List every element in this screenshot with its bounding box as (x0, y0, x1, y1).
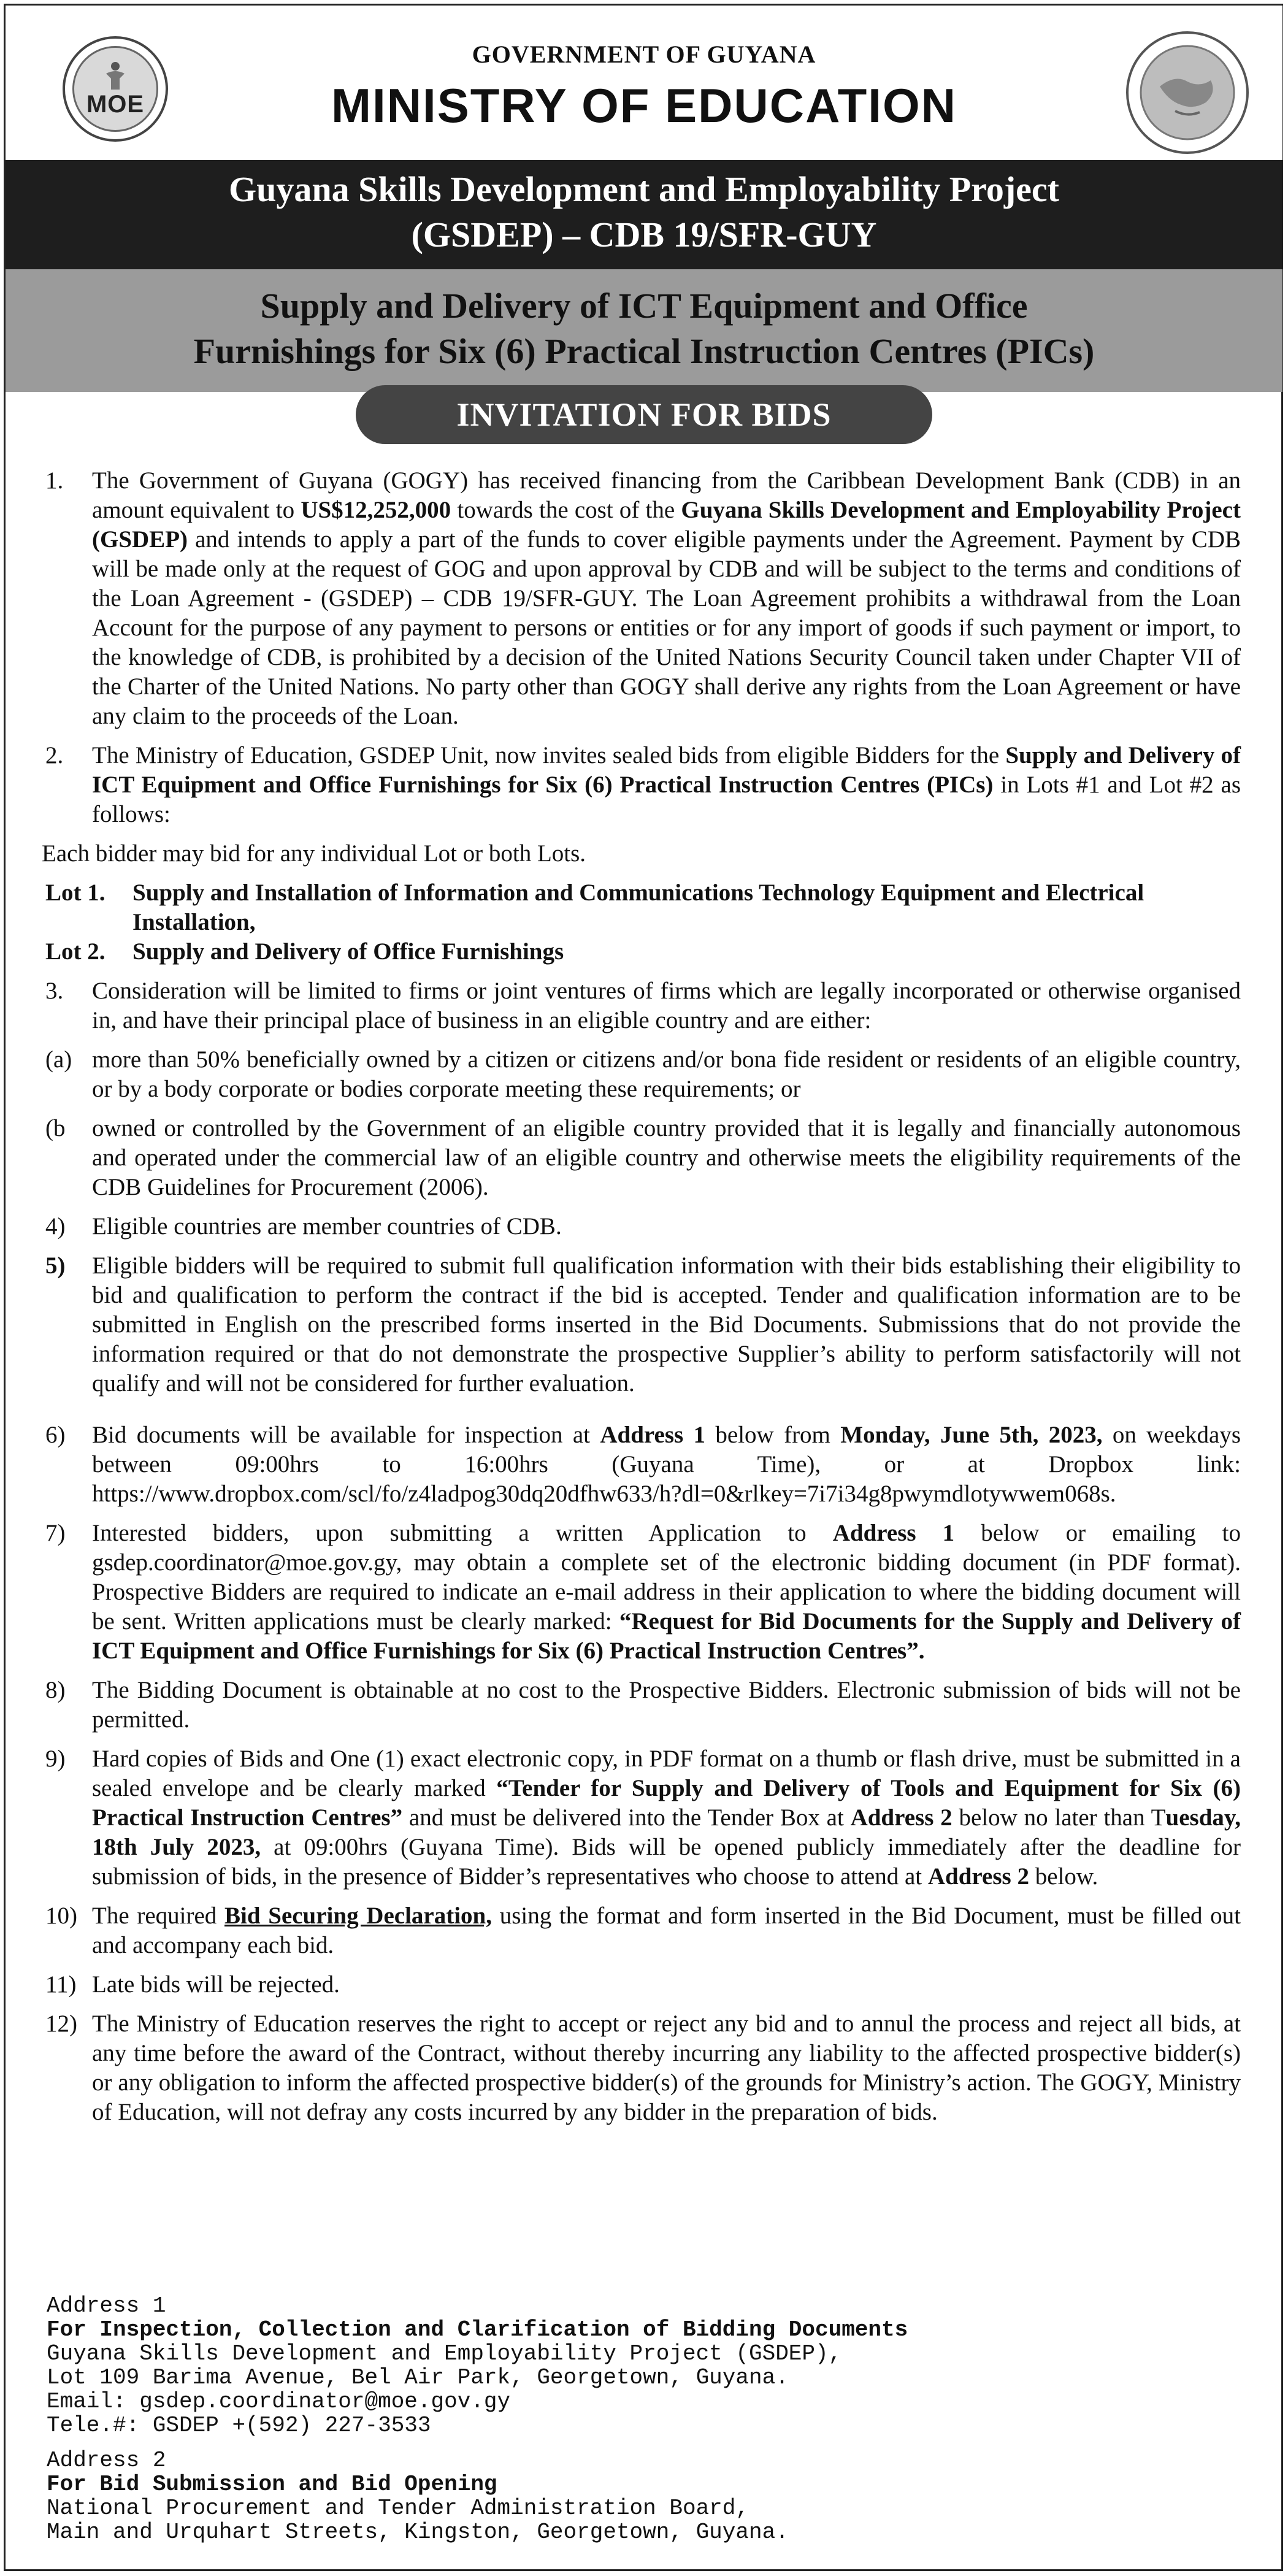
address-line: National Procurement and Tender Administration Board, (47, 2496, 749, 2521)
tender-marking: “Tender for Supply and Delivery of Tools and Equipment for Six (6) Practical Instruction Centres” (92, 1775, 1241, 1831)
cdb-logo (1126, 31, 1249, 154)
text-run: Consideration will be limited to firms or joint ventures of firms which are legally incorporated or otherwise organised in, and have their principal place of business in an eligible country and are either: (92, 978, 1241, 1033)
paragraph-11 (42, 1970, 1241, 1999)
paragraph-9 (42, 1744, 1241, 1892)
address-ref: Address 1 (832, 1520, 955, 1546)
notice-title-line2: Furnishings for Six (6) Practical Instruction Centres (PICs) (193, 331, 1095, 371)
start-date: Monday, June 5th, 2023, (840, 1422, 1103, 1448)
text-run: The Government of Guyana (GOGY) has received financing from the Caribbean Development Bank (CDB) in an amount equivalent to (92, 467, 1241, 523)
project-band (6, 160, 1282, 269)
paragraph-number: 9) (45, 1746, 66, 1772)
address-heading: For Bid Submission and Bid Opening (47, 2472, 497, 2497)
paragraph-7 (42, 1519, 1241, 1666)
paragraph-number: (a) (45, 1046, 72, 1073)
paragraph-8 (42, 1676, 1241, 1735)
paragraph-1 (42, 466, 1241, 731)
paragraph-12 (42, 2009, 1241, 2127)
lot-text: Supply and Delivery of Office Furnishings (132, 938, 564, 965)
project-title-line1: Guyana Skills Development and Employability Project (229, 169, 1059, 209)
cdb-globe-icon (1138, 44, 1236, 142)
text-run: at 09:00hrs (Guyana Time). Bids will be opened publicly immediately after the deadline for submission of bids, in the presence of Bidder’s representatives who choose to attend at (92, 1834, 1241, 1890)
text-run: The Bidding Document is obtainable at no cost to the Prospective Bidders. Electronic submission of bids will not be permitted. (92, 1677, 1241, 1733)
notice-body (42, 466, 1241, 2137)
address-email: Email: gsdep.coordinator@moe.gov.gy (47, 2389, 511, 2414)
paragraph-5 (42, 1251, 1241, 1398)
text-run: and must be delivered into the Tender Box at (402, 1804, 851, 1831)
address-ref: Address 2 (927, 1863, 1029, 1890)
address-phone: Tele.#: GSDEP +(592) 227-3533 (47, 2413, 431, 2438)
paragraph-2 (42, 741, 1241, 829)
text-run: on weekdays between 09:00hrs to 16:00hrs (Guyana Time), or at Dropbox link: https://www.dropbox.com/scl/fo/z4ladpog30dq20dfhw633/h?dl=0&rlkey=7i7i34g8pwymdlotywwem068s. (92, 1422, 1241, 1507)
address-label: Address 1 (47, 2293, 166, 2318)
lot-number: Lot 1. (45, 880, 105, 906)
paragraph-number: 8) (45, 1677, 66, 1703)
text-run: owned or controlled by the Government of an eligible country provided that it is legally and financially autonomous and operated under the commercial law of an eligible country and otherwise meets the eligibility requirements of the CDB Guidelines for Procurement (2006). (92, 1115, 1241, 1200)
paragraph-number: 2. (45, 742, 64, 769)
paragraph-number: 11) (45, 1971, 77, 1998)
lot-list (42, 878, 1241, 967)
paragraph-6 (42, 1420, 1241, 1509)
paragraph-a (42, 1045, 1241, 1104)
address-line: Lot 109 Barima Avenue, Bel Air Park, Georgetown, Guyana. (47, 2365, 789, 2390)
paragraph-number: 7) (45, 1520, 66, 1546)
text-run: Bid documents will be available for inspection at (92, 1422, 600, 1448)
address-heading: For Inspection, Collection and Clarification of Bidding Documents (47, 2317, 908, 2342)
text-run: The Ministry of Education reserves the right to accept or reject any bid and to annul the process and reject all bids, at any time before the award of the Contract, without thereby incurring any liability to the affected prospective bidder(s) or any obligation to inform the affected prospective bidder(s) of the grounds for Ministry’s action. The GOGY, Ministry of Education, will not defray any costs incurred by any bidder in the preparation of bids. (92, 2011, 1241, 2125)
paragraph-number: 4) (45, 1213, 66, 1240)
paragraph-number: 10) (45, 1903, 77, 1929)
text-run: The required (92, 1903, 224, 1929)
text-run: Eligible countries are member countries of CDB. (92, 1213, 562, 1240)
text-run: below or emailing to gsdep.coordinator@moe.gov.gy, may obtain a complete set of the electronic bidding document (in PDF format). Prospective Bidders are required to indicate an e-mail address in their application to where the bidding document will be sent. Written applications must be clearly marked: (92, 1520, 1241, 1635)
bid-subject: Supply and Delivery of ICT Equipment and Office Furnishings for Six (6) Practical Instruction Centres (PICs) (92, 742, 1241, 798)
address-line: Main and Urquhart Streets, Kingston, Georgetown, Guyana. (47, 2520, 789, 2545)
lot-item (42, 878, 1241, 937)
address-label: Address 2 (47, 2448, 166, 2473)
paragraph-number: 12) (45, 2011, 77, 2037)
paragraph-4 (42, 1212, 1241, 1241)
text-run: below from (705, 1422, 841, 1448)
paragraph-3 (42, 976, 1241, 1035)
address-1-block (47, 2294, 908, 2437)
address-ref: Address 1 (600, 1422, 706, 1448)
deadline-date: uesday, 18th July 2023, (92, 1804, 1241, 1860)
paragraph-number: 1. (45, 467, 64, 494)
paragraph-b (42, 1114, 1241, 1202)
notice-title-line1: Supply and Delivery of ICT Equipment and Office (260, 286, 1028, 326)
text-run: in Lots #1 and Lot #2 as follows: (92, 772, 1241, 827)
text-run: Late bids will be rejected. (92, 1971, 340, 1998)
address-ref: Address 2 (850, 1804, 953, 1831)
title-band (6, 269, 1282, 392)
address-2-block (47, 2448, 789, 2544)
address-line: Guyana Skills Development and Employability Project (GSDEP), (47, 2341, 842, 2366)
text-run: Eligible bidders will be required to submit full qualification information with their bids establishing their eligibility to bid and qualification to perform the contract if the bid is accepted. Tender and qualification information are to be submitted in English on the prescribed forms inserted in the Bid Documents. Submissions that do not provide the information required or that do not demonstrate the prospective Supplier’s ability to perform satisfactorily will not qualify and will not be considered for further evaluation. (92, 1252, 1241, 1397)
lot-number: Lot 2. (45, 938, 105, 965)
ministry-heading: MINISTRY OF EDUCATION (331, 79, 957, 132)
moe-logo-text: MOE (86, 90, 145, 118)
masthead (6, 6, 1282, 160)
invitation-banner: INVITATION FOR BIDS (356, 385, 932, 444)
paragraph-number: 6) (45, 1422, 66, 1448)
paragraph-number: (b (45, 1115, 66, 1141)
text-run: The Ministry of Education, GSDEP Unit, now invites sealed bids from eligible Bidders for the (92, 742, 1006, 769)
application-marking: “Request for Bid Documents for the Supply and Delivery of ICT Equipment and Office Furnishings for Six (6) Practical Instruction Centres”. (92, 1608, 1241, 1664)
paragraph-10 (42, 1901, 1241, 1960)
text-run: towards the cost of the (451, 497, 681, 523)
project-name: Guyana Skills Development and Employability Project (GSDEP) (92, 497, 1241, 553)
text-run: Hard copies of Bids and One (1) exact electronic copy, in PDF format on a thumb or flash drive, must be submitted in a sealed envelope and be clearly marked (92, 1746, 1241, 1801)
spacer (42, 1408, 1241, 1420)
bid-securing-declaration: Bid Securing Declaration, (224, 1903, 492, 1929)
paragraph-number: 5) (45, 1252, 66, 1279)
project-title-line2: (GSDEP) – CDB 19/SFR-GUY (411, 215, 877, 255)
lot-text: Supply and Installation of Information and Communications Technology Equipment and Electrical Installation, (132, 880, 1144, 935)
paragraph-number: 3. (45, 978, 64, 1004)
lot-item (42, 937, 1241, 967)
amount: US$12,252,000 (301, 497, 451, 523)
government-heading: GOVERNMENT OF GUYANA (472, 40, 816, 68)
text-run: below no later than T (952, 1804, 1166, 1831)
text-run: Interested bidders, upon submitting a written Application to (92, 1520, 833, 1546)
text-run: and intends to apply a part of the funds to cover eligible payments under the Agreement. Payment by CDB will be made only at the request of GOG and upon approval by CDB and will be subject to the terms and conditions of the Loan Agreement - (GSDEP) – CDB 19/SFR-GUY. The Loan Agreement prohibits a withdrawal from the Loan Account for the purpose of any payment to persons or entities or for any import of goods if such payment or import, to the knowledge of CDB, is prohibited by a decision of the United Nations Security Council taken under Chapter VII of the Charter of the United Nations. No party other than GOGY shall derive any rights from the Loan Agreement or have any claim to the proceeds of the Loan. (92, 526, 1241, 729)
each-bidder-note: Each bidder may bid for any individual Lot or both Lots. (42, 840, 586, 867)
text-run: more than 50% beneficially owned by a citizen or citizens and/or bona fide resident or residents of an eligible country, or by a body corporate or bodies corporate meeting these requirements; or (92, 1046, 1241, 1102)
text-run: below. (1029, 1863, 1098, 1890)
text-run: using the format and form inserted in the Bid Document, must be filled out and accompany each bid. (92, 1903, 1241, 1958)
